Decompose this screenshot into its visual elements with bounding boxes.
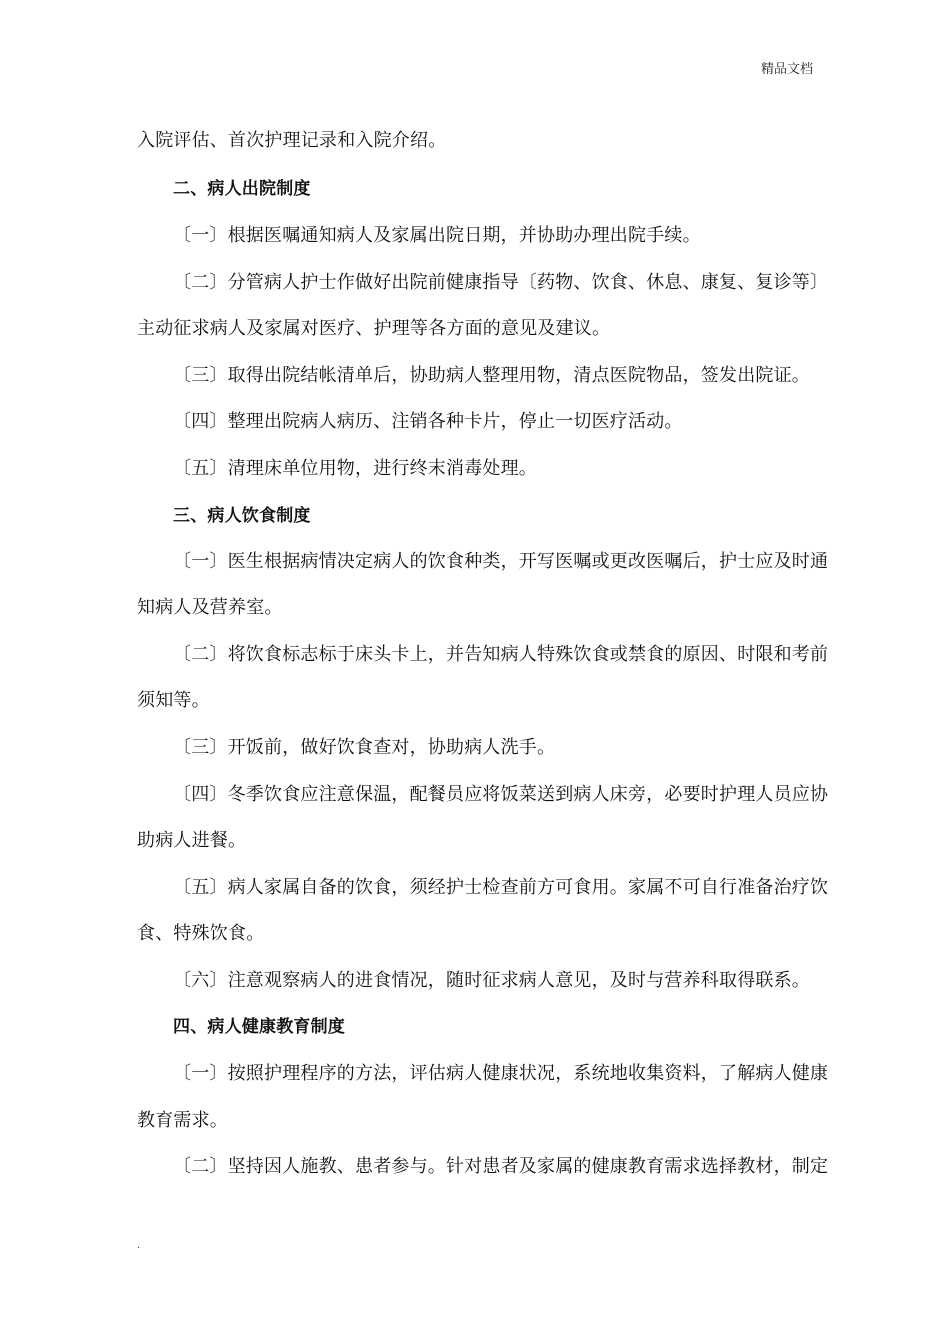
paragraph-line: 知病人及营养室。 xyxy=(137,597,283,618)
paragraph-line: 〔五〕清理床单位用物，进行终末消毒处理。 xyxy=(173,458,537,479)
paragraph-line: 〔四〕整理出院病人病历、注销各种卡片，停止一切医疗活动。 xyxy=(173,411,683,432)
paragraph-line: 食、特殊饮食。 xyxy=(137,923,265,944)
paragraph-line: 〔一〕按照护理程序的方法，评估病人健康状况，系统地收集资料，了解病人健康 xyxy=(173,1063,829,1084)
paragraph-line: 〔四〕冬季饮食应注意保温，配餐员应将饭菜送到病人床旁，必要时护理人员应协 xyxy=(173,784,829,805)
paragraph-line: 入院评估、首次护理记录和入院介绍。 xyxy=(137,130,447,151)
paragraph-line: 〔一〕根据医嘱通知病人及家属出院日期，并协助办理出院手续。 xyxy=(173,225,701,246)
paragraph-line: 〔一〕医生根据病情决定病人的饮食种类，开写医嘱或更改医嘱后，护士应及时通 xyxy=(173,551,829,572)
section-heading: 四、病人健康教育制度 xyxy=(173,1017,345,1037)
paragraph-line: 须知等。 xyxy=(137,690,210,711)
paragraph-line: 主动征求病人及家属对医疗、护理等各方面的意见及建议。 xyxy=(137,318,611,339)
paragraph-line: 教育需求。 xyxy=(137,1110,228,1131)
paragraph-line: 〔二〕分管病人护士作做好出院前健康指导〔药物、饮食、休息、康复、复诊等〕 xyxy=(173,272,829,293)
footer-dot: . xyxy=(137,1240,141,1251)
paragraph-line: 助病人进餐。 xyxy=(137,830,247,851)
paragraph-line: 〔二〕将饮食标志标于床头卡上，并告知病人特殊饮食或禁食的原因、时限和考前 xyxy=(173,644,829,665)
section-heading: 三、病人饮食制度 xyxy=(173,506,311,526)
paragraph-line: 〔六〕注意观察病人的进食情况，随时征求病人意见，及时与营养科取得联系。 xyxy=(173,970,810,991)
paragraph-line: 〔三〕开饭前，做好饮食查对，协助病人洗手。 xyxy=(173,737,556,758)
paragraph-line: 〔三〕取得出院结帐清单后，协助病人整理用物，清点医院物品，签发出院证。 xyxy=(173,365,810,386)
section-heading: 二、病人出院制度 xyxy=(173,179,311,199)
header-note: 精品文档 xyxy=(761,62,814,77)
paragraph-line: 〔二〕坚持因人施教、患者参与。针对患者及家属的健康教育需求选择教材，制定 xyxy=(173,1156,829,1177)
paragraph-line: 〔五〕病人家属自备的饮食，须经护士检查前方可食用。家属不可自行准备治疗饮 xyxy=(173,877,829,898)
